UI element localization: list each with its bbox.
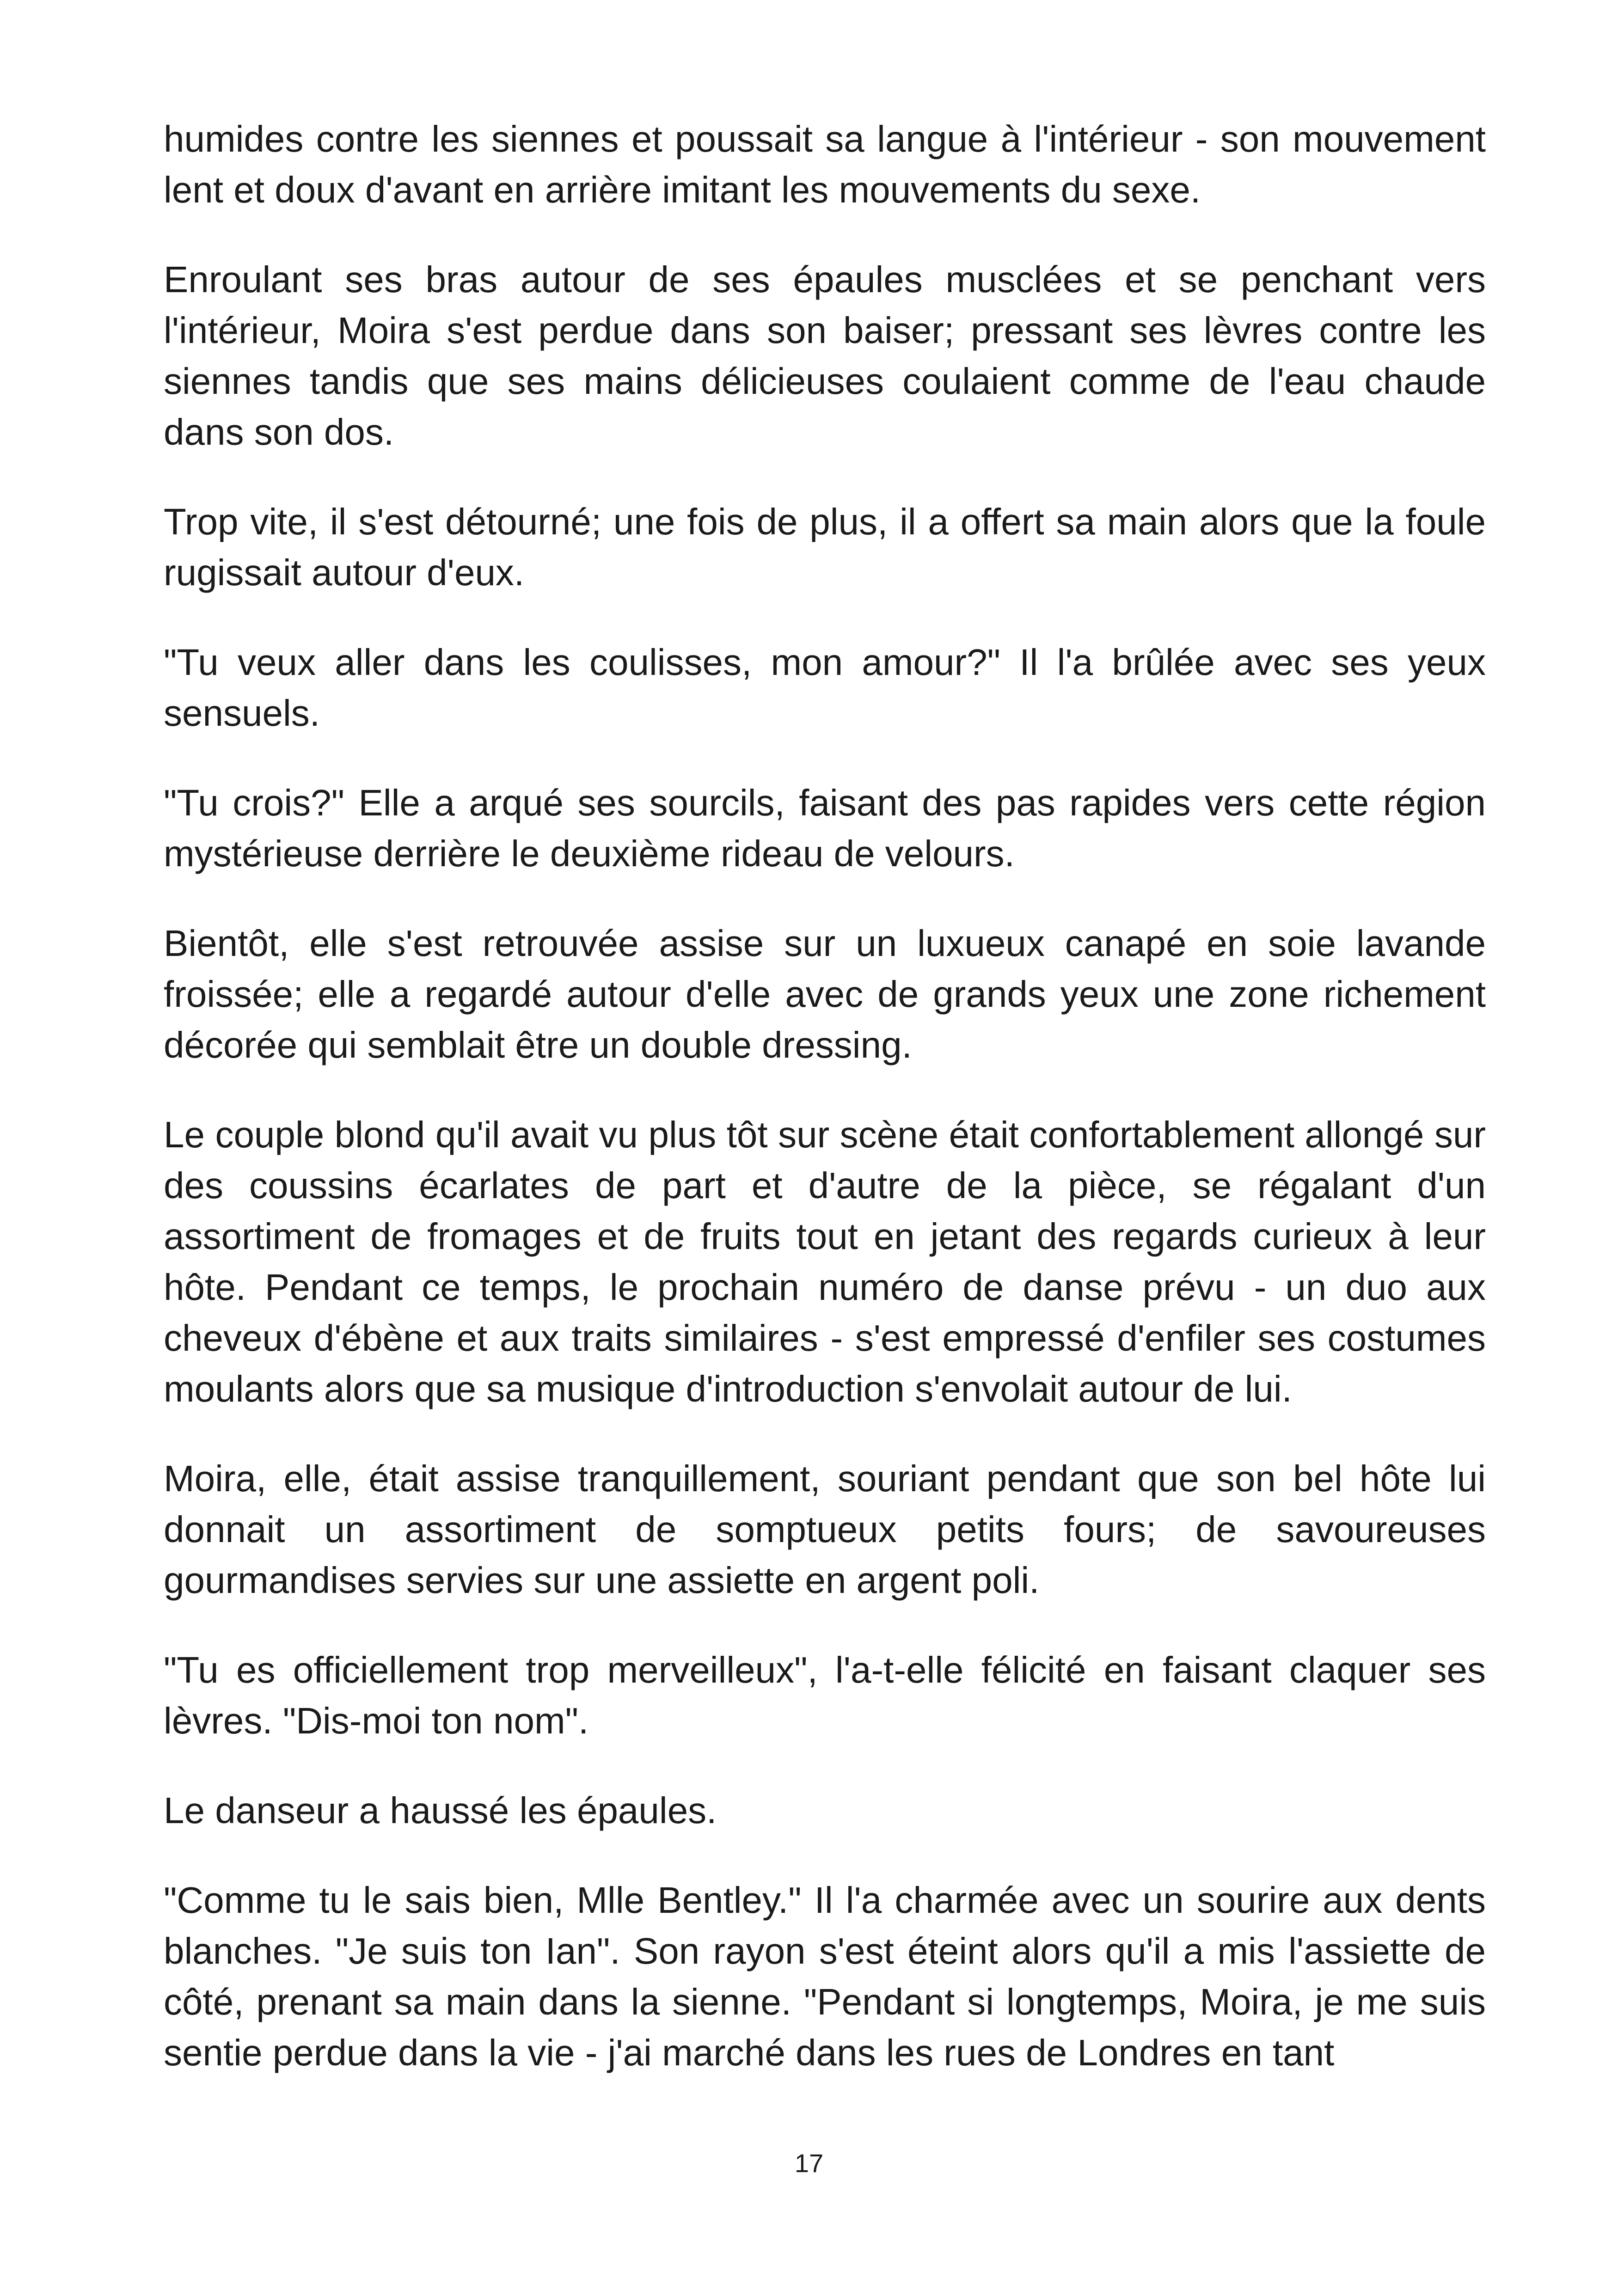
page-number: 17 (794, 2149, 824, 2178)
paragraph-11: "Comme tu le sais bien, Mlle Bentley." Il l'a charmée avec un sourire aux dents blanches. "Je suis ton Ian". Son rayon s'est éteint alors qu'il a mis l'assiette de côté, prenant sa main dans la sienne. "Pendant si longtemps, Moira, je me suis sentie perdue dans la vie - j'ai marché dans les rues de Londres en tant (164, 1880, 1486, 2073)
body-text (164, 114, 1486, 2117)
paragraph-8: Moira, elle, était assise tranquillement, souriant pendant que son bel hôte lui donnait un assortiment de somptueux petits fours; de savoureuses gourmandises servies sur une assiette en argent poli. (164, 1458, 1486, 1601)
paragraph-10: Le danseur a haussé les épaules. (164, 1790, 717, 1831)
paragraph-6: Bientôt, elle s'est retrouvée assise sur un luxueux canapé en soie lavande froissée; elle a regardé autour d'elle avec de grands yeux une zone richement décorée qui semblait être un double dressing. (164, 923, 1486, 1065)
paragraph-9: "Tu es officiellement trop merveilleux", l'a-t-elle félicité en faisant claquer ses lèvres. "Dis-moi ton nom". (164, 1649, 1486, 1741)
paragraph-1: humides contre les siennes et poussait sa langue à l'intérieur - son mouvement lent et doux d'avant en arrière imitant les mouvements du sexe. (164, 118, 1486, 210)
paragraph-3: Trop vite, il s'est détourné; une fois de plus, il a offert sa main alors que la foule rugissait autour d'eux. (164, 501, 1486, 593)
paragraph-5: "Tu crois?" Elle a arqué ses sourcils, faisant des pas rapides vers cette région mystérieuse derrière le deuxième rideau de velours. (164, 782, 1486, 874)
paragraph-4: "Tu veux aller dans les coulisses, mon amour?" Il l'a brûlée avec ses yeux sensuels. (164, 642, 1486, 734)
paragraph-7: Le couple blond qu'il avait vu plus tôt sur scène était confortablement allongé sur des coussins écarlates de part et d'autre de la pièce, se régalant d'un assortiment de fromages et de fruits tout en jetant des regards curieux à leur hôte. Pendant ce temps, le prochain numéro de danse prévu - un duo aux cheveux d'ébène et aux traits similaires - s'est empressé d'enfiler ses costumes moulants alors que sa musique d'introduction s'envolait autour de lui. (164, 1114, 1486, 1409)
paragraph-2: Enroulant ses bras autour de ses épaules musclées et se penchant vers l'intérieur, Moira s'est perdue dans son baiser; pressant ses lèvres contre les siennes tandis que ses mains délicieuses coulaient comme de l'eau chaude dans son dos. (164, 259, 1486, 453)
